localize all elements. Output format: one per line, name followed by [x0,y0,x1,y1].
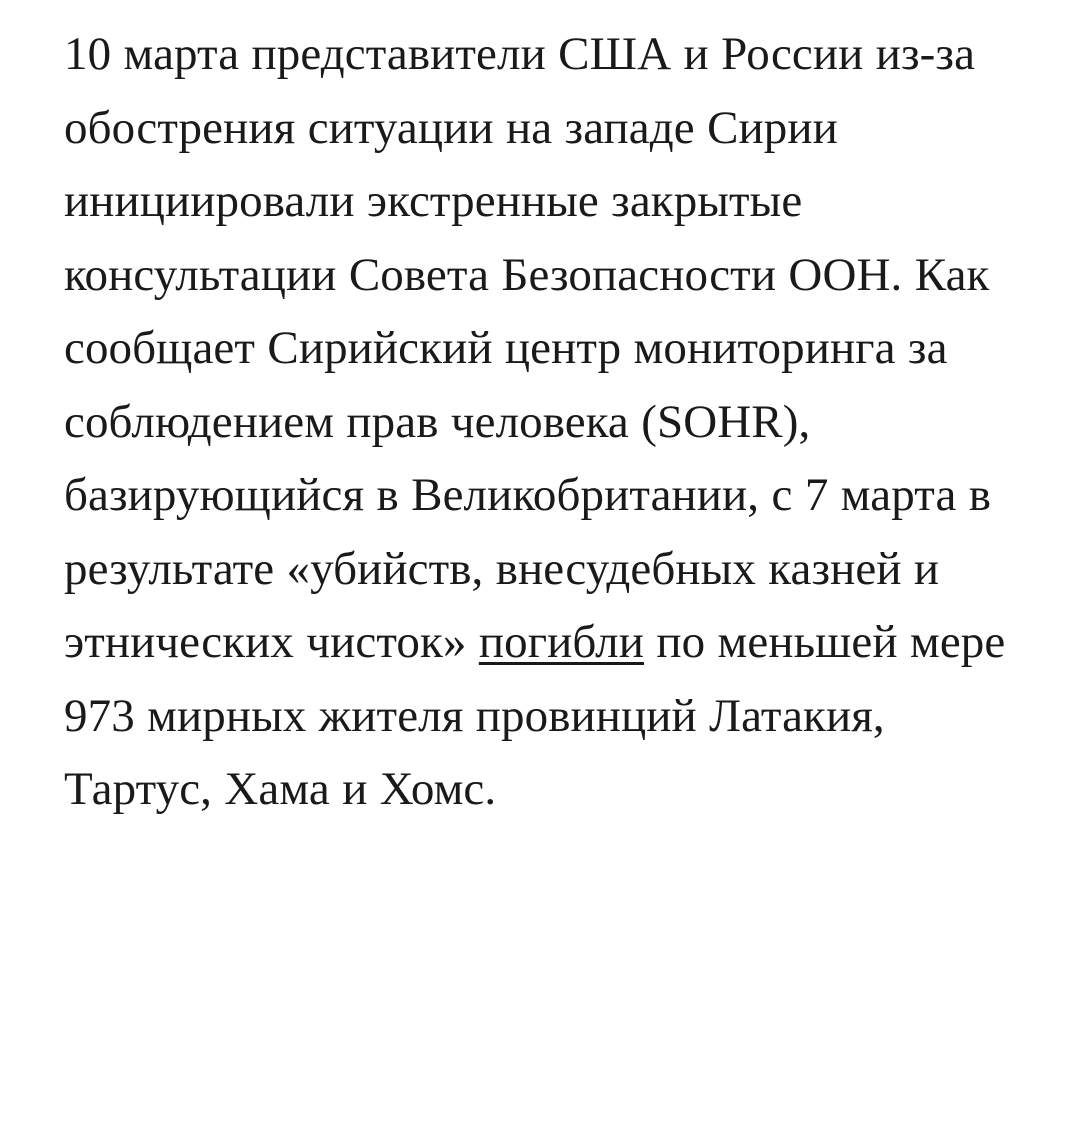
inline-link-pogibli[interactable]: погибли [478,616,644,669]
paragraph-lead-text: 10 марта представители США и России из-за обострения ситуации на западе Сирии инициировали экстренные закрытые консультации Совета Безопасности ООН. Как сообщает Сирийский центр мониторинга за соблюдением прав человека (SOHR), базирующийся в Великобритании, с 7 марта в результате «убийств, внесудебных казней и этнических чисток» [64,28,992,669]
paragraph-tail-text: по меньшей мере 973 мирных жителя провинций Латакия, Тартус, Хама и Хомс. [64,616,1006,816]
article-paragraph [64,18,1010,827]
